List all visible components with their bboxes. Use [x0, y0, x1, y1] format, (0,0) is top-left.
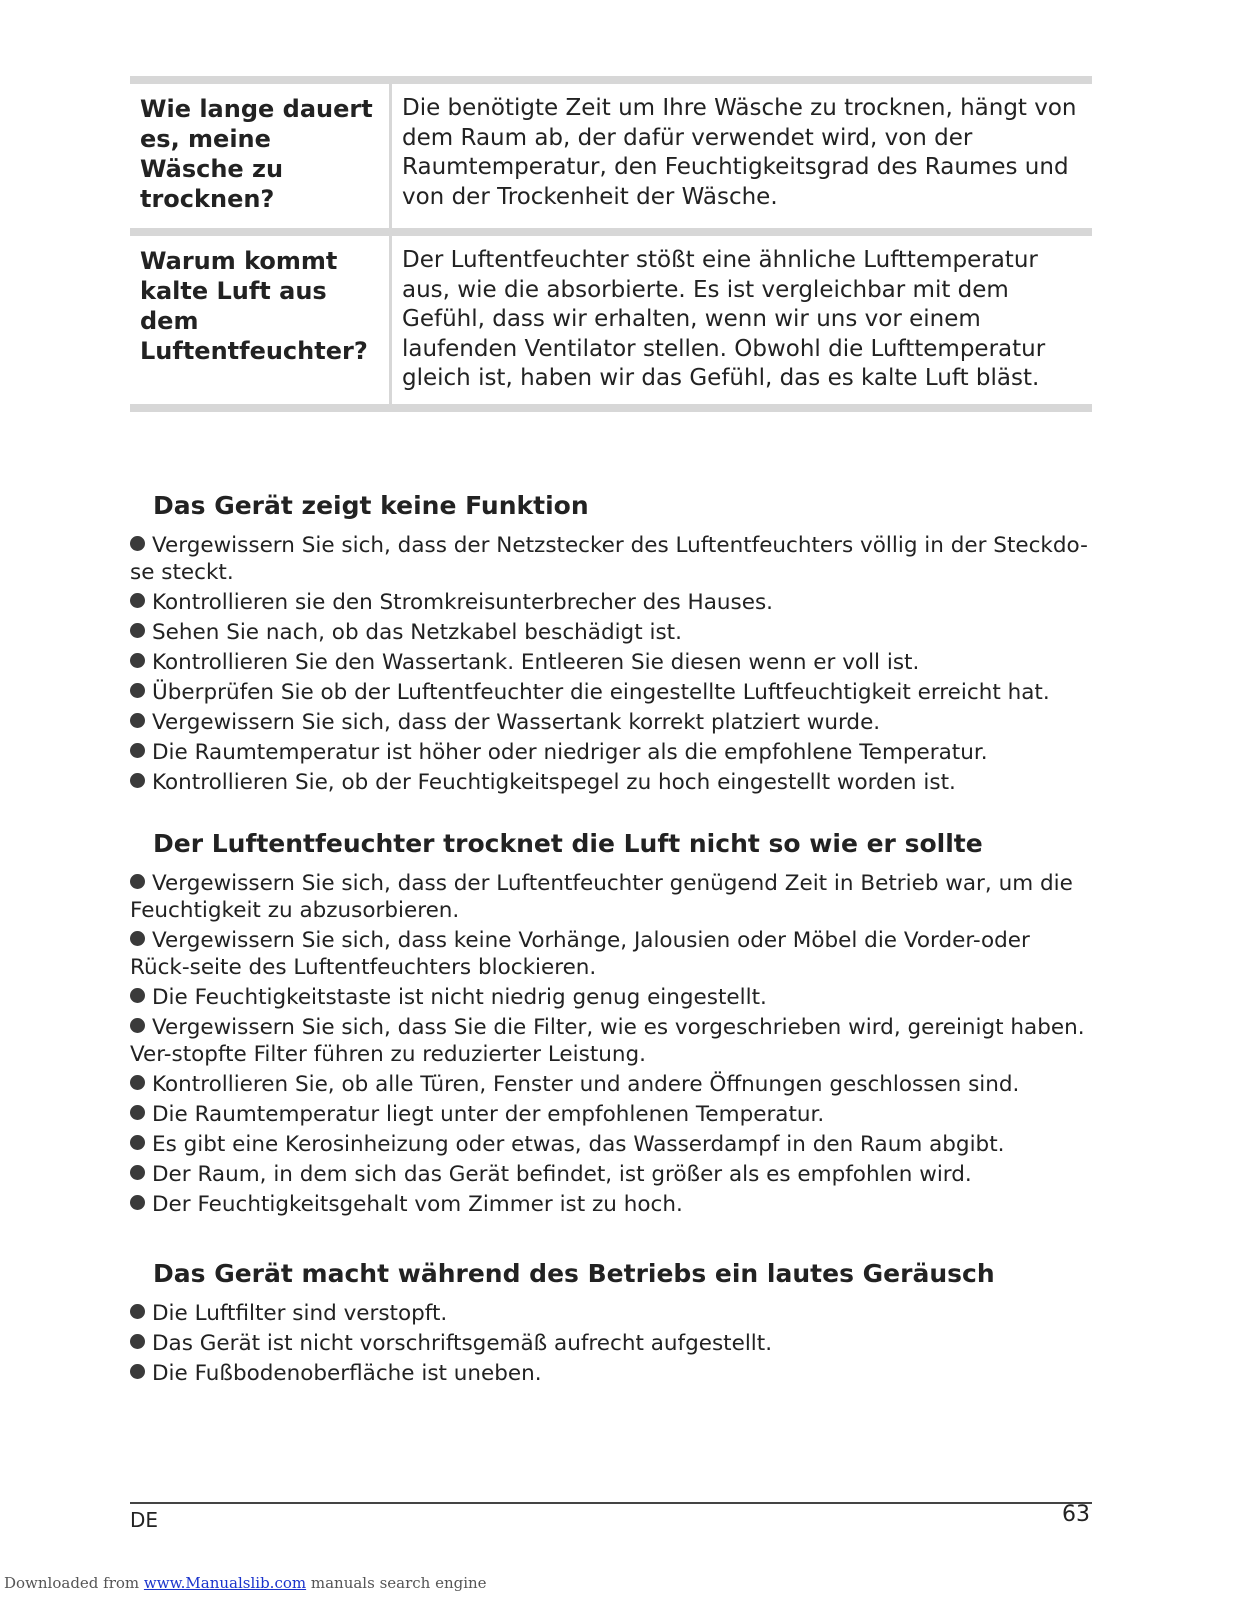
bullet-icon [130, 1165, 145, 1180]
list-item: Sehen Sie nach, ob das Netzkabel beschädigt ist. [130, 619, 1092, 646]
list-item: Vergewissern Sie sich, dass der Netzstecker des Luftentfeuchters völlig in der Steckdo-se steckt. [130, 533, 1088, 585]
faq-answer: Die benötigte Zeit um Ihre Wäsche zu trocknen, hängt von dem Raum ab, der dafür verwendet wird, von der Raumtemperatur, den Feuchtigkeitsgrad des Raumes und von der Trockenheit der Wäsche. [402, 95, 1077, 210]
list-item: Der Feuchtigkeitsgehalt vom Zimmer ist zu hoch. [130, 1191, 1092, 1218]
bullet-icon [130, 1018, 145, 1033]
manualslib-link[interactable]: www.Manualslib.com [143, 1574, 307, 1592]
bullet-list-no-function [130, 532, 1092, 799]
list-item: Das Gerät ist nicht vorschriftsgemäß aufrecht aufgestellt. [130, 1330, 1092, 1357]
list-item: Vergewissern Sie sich, dass Sie die Filter, wie es vorgeschrieben wird, gereinigt haben. Ver-stopfte Filter führen zu reduzierter Leistung. [130, 1015, 1085, 1067]
bullet-icon [130, 653, 145, 668]
list-item: Die Luftfilter sind verstopft. [130, 1300, 1092, 1327]
section-heading-no-function: Das Gerät zeigt keine Funktion [153, 491, 589, 520]
list-item: Überprüfen Sie ob der Luftentfeuchter die eingestellte Luftfeuchtigkeit erreicht hat. [130, 679, 1092, 706]
bullet-icon [130, 1304, 145, 1319]
list-item: Die Raumtemperatur ist höher oder niedriger als die empfohlene Temperatur. [130, 739, 1092, 766]
bullet-list-not-drying [130, 870, 1092, 1221]
list-item: Kontrollieren Sie, ob alle Türen, Fenster und andere Öffnungen geschlossen sind. [130, 1071, 1092, 1098]
list-item: Die Fußbodenoberfläche ist uneben. [130, 1360, 1092, 1387]
bullet-icon [130, 874, 145, 889]
bullet-icon [130, 1364, 145, 1379]
bullet-icon [130, 1135, 145, 1150]
faq-table [130, 76, 1092, 412]
bullet-icon [130, 1105, 145, 1120]
download-note [4, 1574, 487, 1592]
list-item: Vergewissern Sie sich, dass der Wassertank korrekt platziert wurde. [130, 709, 1092, 736]
bullet-icon [130, 743, 145, 758]
page-number: 63 [1062, 1502, 1090, 1527]
list-item: Kontrollieren Sie, ob der Feuchtigkeitspegel zu hoch eingestellt worden ist. [130, 769, 1092, 796]
list-item: Vergewissern Sie sich, dass keine Vorhänge, Jalousien oder Möbel die Vorder-oder Rück-seite des Luftentfeuchters blockieren. [130, 928, 1030, 980]
bullet-icon [130, 683, 145, 698]
faq-question: Warum kommt kalte Luft aus dem Luftentfeuchter? [130, 236, 392, 404]
faq-row [130, 228, 1092, 412]
section-heading-loud-noise: Das Gerät macht während des Betriebs ein lautes Geräusch [153, 1259, 995, 1288]
bullet-icon [130, 536, 145, 551]
list-item: Der Raum, in dem sich das Gerät befindet, ist größer als es empfohlen wird. [130, 1161, 1092, 1188]
bullet-icon [130, 593, 145, 608]
section-heading-not-drying: Der Luftentfeuchter trocknet die Luft nicht so wie er sollte [153, 829, 983, 858]
bullet-icon [130, 1195, 145, 1210]
list-item: Kontrollieren sie den Stromkreisunterbrecher des Hauses. [130, 589, 1092, 616]
download-note-prefix: Downloaded from [4, 1574, 144, 1592]
bullet-icon [130, 713, 145, 728]
download-note-suffix: manuals search engine [306, 1574, 487, 1592]
bullet-icon [130, 1075, 145, 1090]
bullet-icon [130, 988, 145, 1003]
bullet-icon [130, 931, 145, 946]
footer-divider [130, 1502, 1092, 1504]
bullet-icon [130, 773, 145, 788]
faq-question: Wie lange dauert es, meine Wäsche zu trocknen? [130, 84, 392, 228]
list-item: Kontrollieren Sie den Wassertank. Entleeren Sie diesen wenn er voll ist. [130, 649, 1092, 676]
list-item: Die Feuchtigkeitstaste ist nicht niedrig genug eingestellt. [130, 984, 1092, 1011]
faq-row [130, 76, 1092, 228]
list-item: Die Raumtemperatur liegt unter der empfohlenen Temperatur. [130, 1101, 1092, 1128]
bullet-icon [130, 623, 145, 638]
faq-answer: Der Luftentfeuchter stößt eine ähnliche Lufttemperatur aus, wie die absorbierte. Es ist vergleichbar mit dem Gefühl, dass wir erhalten, wenn wir uns vor einem laufenden Ventilator stellen. Obwohl die Lufttemperatur gleich ist, haben wir das Gefühl, das es kalte Luft bläst. [402, 247, 1046, 391]
footer-language: DE [130, 1508, 159, 1532]
list-item: Vergewissern Sie sich, dass der Luftentfeuchter genügend Zeit in Betrieb war, um die Feuchtigkeit zu abzusorbieren. [130, 871, 1073, 923]
list-item: Es gibt eine Kerosinheizung oder etwas, das Wasserdampf in den Raum abgibt. [130, 1131, 1092, 1158]
bullet-list-loud-noise [130, 1300, 1092, 1390]
bullet-icon [130, 1334, 145, 1349]
